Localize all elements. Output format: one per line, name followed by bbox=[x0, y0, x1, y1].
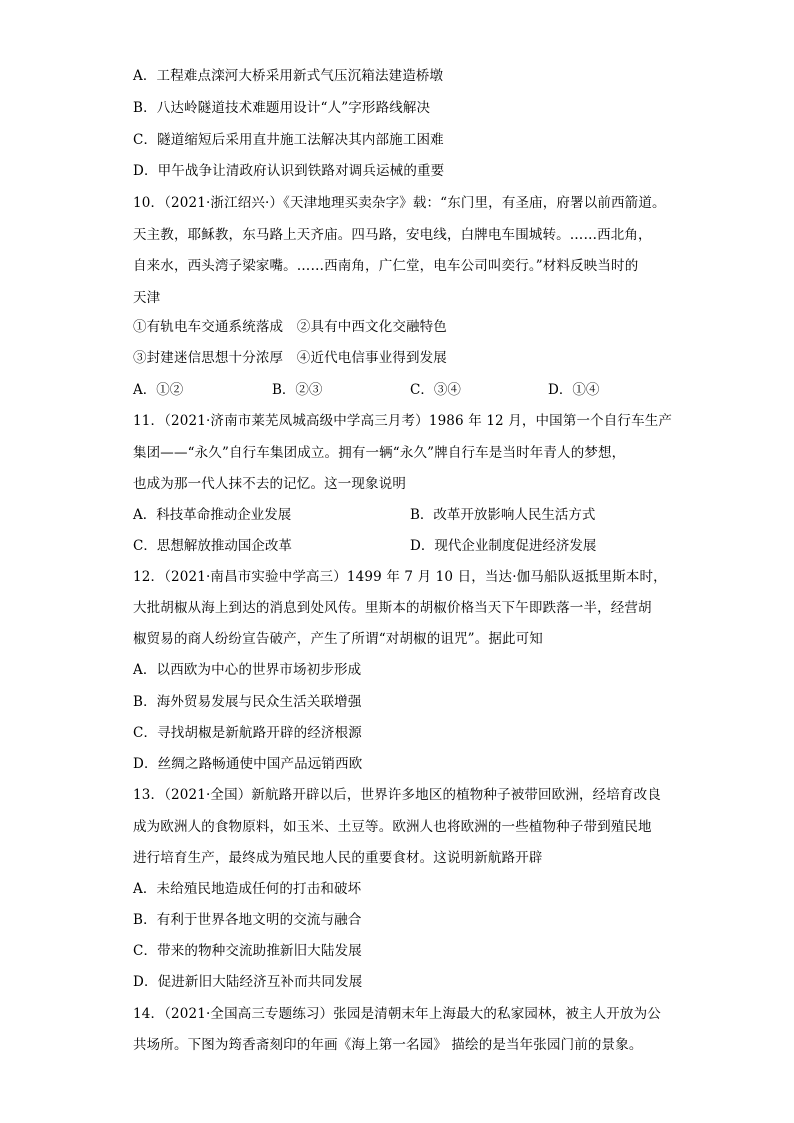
q11-stem-line: 11．（2021·济南市莱芜凤城高级中学高三月考）1986 年 12 月，中国第一个自行车生产 bbox=[133, 413, 673, 429]
q10-option-b: B．②③ bbox=[272, 382, 323, 398]
q12-stem-line: 12．（2021·南昌市实验中学高三）1499 年 7 月 10 日，当达·伽马船队返抵里斯本时， bbox=[133, 569, 667, 585]
q13-stem-line: 13．（2021·全国）新航路开辟以后，世界许多地区的植物种子被带回欧洲，经培育改良 bbox=[133, 787, 661, 803]
q13-option-d: D．促进新旧大陆经济互补而共同发展 bbox=[133, 974, 363, 990]
q9-option-c: C．隧道缩短后采用直井施工法解决其内部施工困难 bbox=[133, 132, 444, 148]
q12-stem-line: 椒贸易的商人纷纷宣告破产，产生了所谓“对胡椒的诅咒”。据此可知 bbox=[133, 631, 543, 647]
q14-stem-line: 共场所。下图为筠香斋刻印的年画《海上第一名园》 描绘的是当年张园门前的景象。 bbox=[133, 1037, 643, 1053]
q14-stem-line: 14．（2021·全国高三专题练习）张园是清朝末年上海最大的私家园林，被主人开放为公 bbox=[133, 1006, 661, 1022]
q11-option-b: B．改革开放影响人民生活方式 bbox=[410, 507, 596, 523]
q10-stem-line: 10．（2021·浙江绍兴·）《天津地理买卖杂字》载：“东门里，有圣庙，府署以前西箭道。 bbox=[133, 195, 666, 211]
q10-option-a: A．①② bbox=[133, 382, 184, 398]
q11-stem-line: 也成为那一代人抹不去的记忆。这一现象说明 bbox=[133, 476, 406, 492]
q9-option-d: D．甲午战争让清政府认识到铁路对调兵运械的重要 bbox=[133, 163, 445, 179]
q12-stem-line: 大批胡椒从海上到达的消息到处风传。里斯本的胡椒价格当天下午即跌落一半，经营胡 bbox=[133, 600, 652, 616]
q13-stem-line: 进行培育生产，最终成为殖民地人民的重要食材。这说明新航路开辟 bbox=[133, 850, 543, 866]
q12-option-c: C．寻找胡椒是新航路开辟的经济根源 bbox=[133, 725, 362, 741]
q9-option-a: A．工程难点滦河大桥采用新式气压沉箱法建造桥墩 bbox=[133, 68, 444, 84]
q10-option-d: D．①④ bbox=[548, 382, 600, 398]
q13-option-b: B．有利于世界各地文明的交流与融合 bbox=[133, 912, 362, 928]
q10-stem-line: 天主教，耶稣教，东马路上天齐庙。四马路，安电线，白牌电车围城转。……西北角， bbox=[133, 227, 652, 243]
q12-option-d: D．丝绸之路畅通使中国产品远销西欧 bbox=[133, 756, 363, 772]
q11-stem-line: 集团——“永久”自行车集团成立。拥有一辆“永久”牌自行车是当时年青人的梦想， bbox=[133, 445, 626, 461]
q11-option-a: A．科技革命推动企业发展 bbox=[133, 507, 292, 523]
q10-option-c: C．③④ bbox=[410, 382, 461, 398]
q13-stem-line: 成为欧洲人的食物原料，如玉米、土豆等。欧洲人也将欧洲的一些植物种子带到殖民地 bbox=[133, 819, 652, 835]
q10-stem-line: 天津 bbox=[133, 290, 161, 306]
q12-option-b: B．海外贸易发展与民众生活关联增强 bbox=[133, 694, 362, 710]
q11-option-d: D．现代企业制度促进经济发展 bbox=[410, 538, 597, 554]
q13-option-c: C．带来的物种交流助推新旧大陆发展 bbox=[133, 943, 362, 959]
q13-option-a: A．未给殖民地造成任何的打击和破坏 bbox=[133, 881, 362, 897]
q12-option-a: A．以西欧为中心的世界市场初步形成 bbox=[133, 662, 362, 678]
q10-stem-line: 自来水，西头湾子梁家嘴。……西南角，广仁堂，电车公司叫奕行。”材料反映当时的 bbox=[133, 258, 639, 274]
q10-item-line: ③封建迷信思想十分浓厚 ④近代电信事业得到发展 bbox=[133, 350, 447, 366]
q11-option-c: C．思想解放推动国企改革 bbox=[133, 538, 292, 554]
q9-option-b: B．八达岭隧道技术难题用设计“人”字形路线解决 bbox=[133, 100, 431, 116]
q10-item-line: ①有轨电车交通系统落成 ②具有中西文化交融特色 bbox=[133, 319, 447, 335]
